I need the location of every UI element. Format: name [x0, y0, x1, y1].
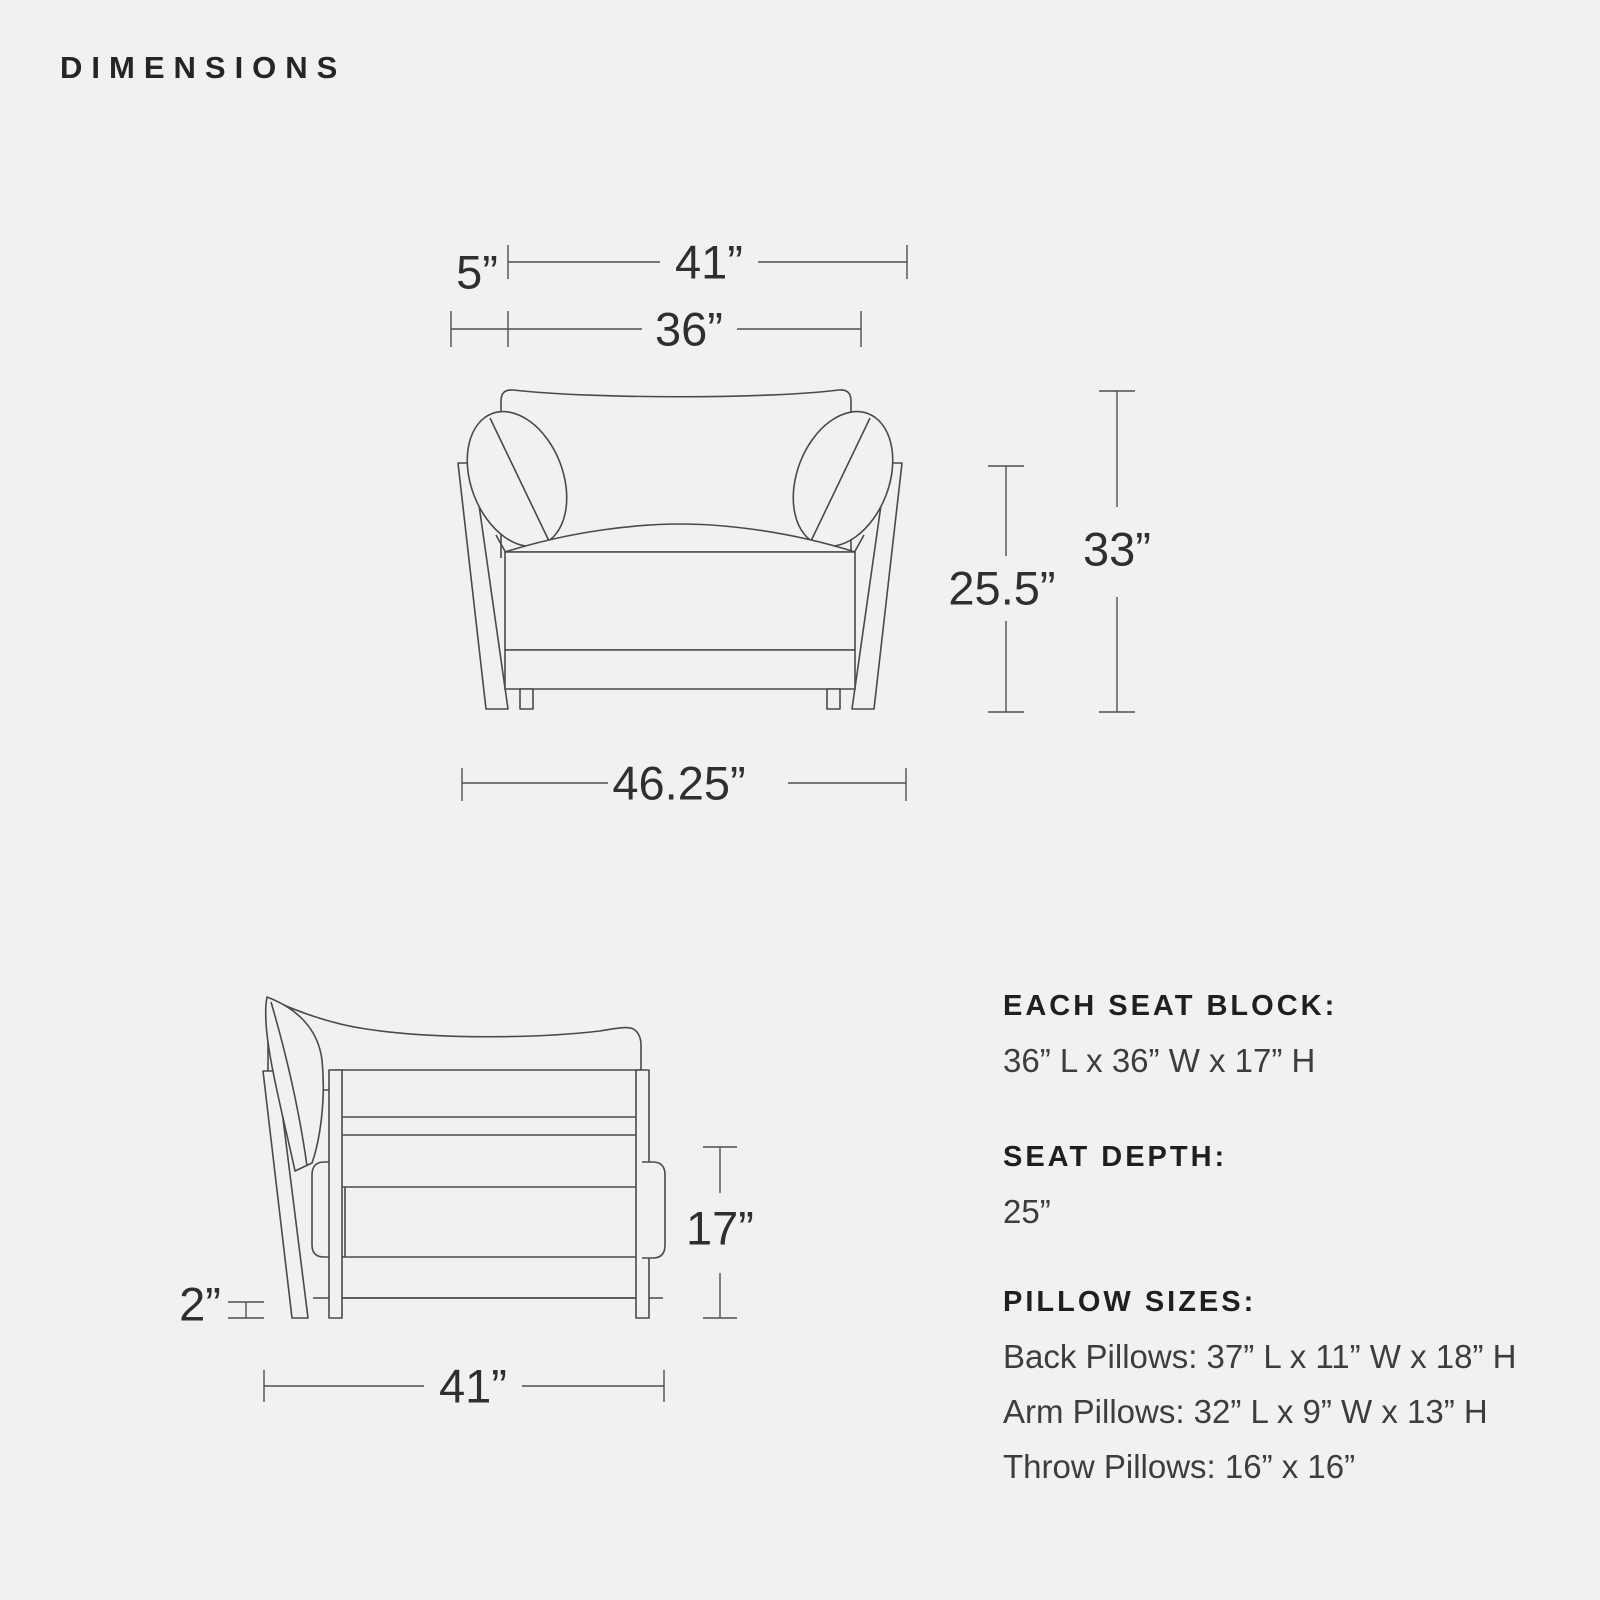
front-dim-36-label: 36” — [655, 302, 723, 356]
seat-depth-heading: SEAT DEPTH: — [1003, 1141, 1228, 1173]
info-section-seat-block — [1003, 990, 1563, 1088]
front-view-drawing — [449, 390, 911, 709]
seat-block-value: 36” L x 36” W x 17” H — [1003, 1042, 1316, 1079]
front-left-leg — [520, 689, 533, 709]
front-right-leg — [827, 689, 840, 709]
side-front-post — [329, 1070, 342, 1318]
front-dim-41-label: 41” — [675, 235, 743, 289]
front-dim-back-height-label: 25.5” — [948, 561, 1056, 615]
seat-depth-value: 25” — [1003, 1193, 1051, 1230]
info-section-pillow-sizes — [1003, 1286, 1563, 1494]
seat-block-heading: EACH SEAT BLOCK: — [1003, 990, 1338, 1022]
side-arm-cap — [642, 1162, 665, 1258]
front-base-rail — [505, 650, 855, 689]
front-seat-panel — [505, 552, 855, 650]
side-frame-bottom-rail — [335, 1257, 642, 1298]
front-dim-overall-height-label: 33” — [1083, 522, 1151, 576]
arm-pillows-value: Arm Pillows: 32” L x 9” W x 13” H — [1003, 1393, 1488, 1430]
throw-pillows-value: Throw Pillows: 16” x 16” — [1003, 1448, 1356, 1485]
side-view-drawing — [263, 997, 665, 1318]
front-dim-arm-width-label: 5” — [456, 245, 498, 299]
side-frame-mid-rail — [335, 1135, 642, 1187]
side-dim-seat-height-label: 17” — [686, 1201, 754, 1255]
page-title: DIMENSIONS — [60, 50, 347, 85]
side-dim-depth-label: 41” — [439, 1359, 507, 1413]
info-section-seat-depth — [1003, 1141, 1563, 1239]
side-dim-leg-height-label: 2” — [179, 1277, 221, 1331]
pillow-sizes-heading: PILLOW SIZES: — [1003, 1286, 1257, 1318]
back-pillows-value: Back Pillows: 37” L x 11” W x 18” H — [1003, 1338, 1517, 1375]
front-dim-overall-width-label: 46.25” — [612, 756, 746, 810]
side-frame-top-rail — [335, 1070, 642, 1117]
